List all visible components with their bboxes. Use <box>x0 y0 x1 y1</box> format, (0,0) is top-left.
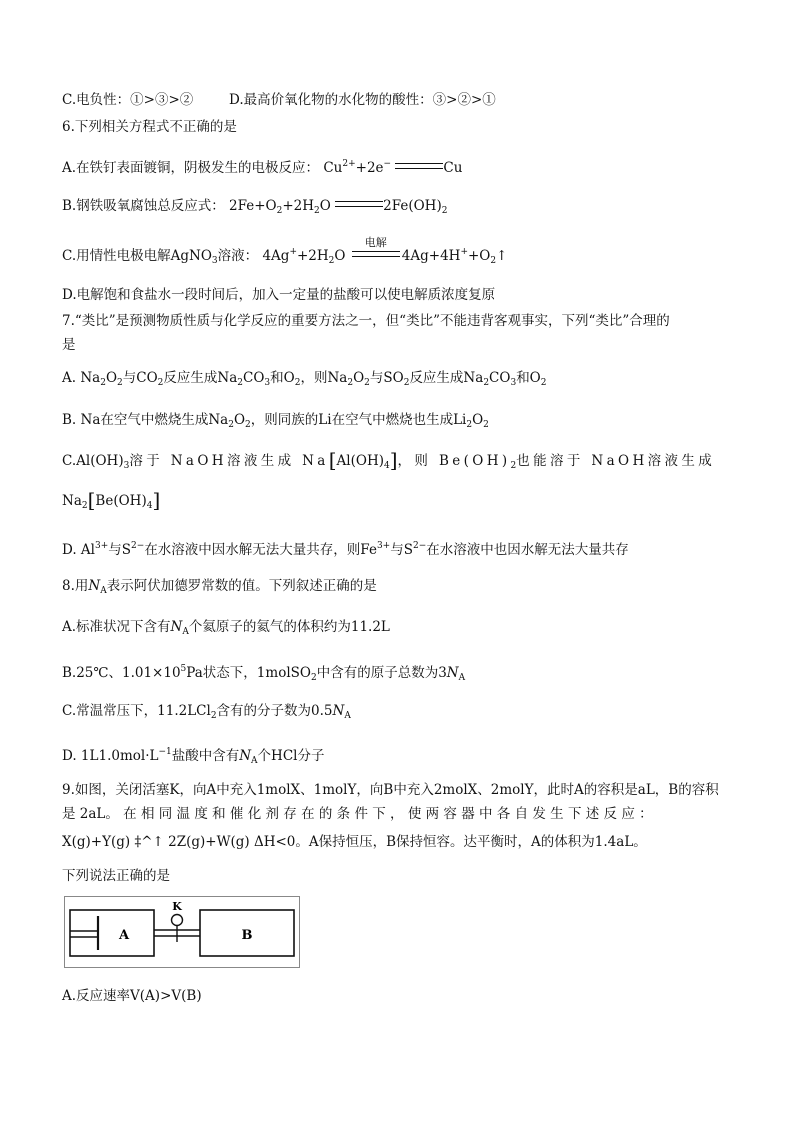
q7-stem-line1: 7.“类比”是预测物质性质与化学反应的重要方法之一，但“类比”不能违背客观事实，下列“类比”合理的 <box>62 313 670 329</box>
q7-option-c-line1: $C.Al(OH)_3$溶于 NaOH溶液生成 $Na[Al(OH)_4]$，则 $Be(OH)_2$也能溶于 NaOH溶液生成 <box>62 448 716 472</box>
label-a: A <box>118 928 130 943</box>
figure-frame <box>65 897 300 968</box>
q7-option-b: B. Na在空气中燃烧生成$Na_2O_2$，则同族的Li在空气中燃烧也生成$Li_2O_2$ <box>62 412 489 430</box>
q8-option-d: D. $1L1.0mol\cdot L^{-1}$盐酸中含有$N_A$个HCl分子 <box>62 747 325 766</box>
reversible-arrow-icon: ‡^↑ <box>134 834 164 850</box>
equal-sign-icon <box>395 163 443 169</box>
q9-stem-line3: X(g)+Y(g) ‡^↑ 2Z(g)+W(g) ΔH<0。A保持恒压，B保持恒容。达平衡时，A的体积为1.4aL。 <box>62 834 647 850</box>
q6-option-b: B.钢铁吸氧腐蚀总反应式： $2Fe+O_2+2H_2O$ $2Fe(OH)_2$ <box>62 198 448 216</box>
stopcock-k <box>172 915 183 926</box>
q8-option-b: B.25℃、$1.01\times 10^5Pa$状态下，1molSO$_2$中含有的原子总数为$3N_A$ <box>62 664 466 683</box>
q7-option-a: A. $Na_2O_2$与$CO_2$反应生成$Na_2CO_3$和$O_2$，则$Na_2O_2$与$SO_2$反应生成$Na_2CO_3$和$O_2$ <box>62 370 547 388</box>
q7-option-c-line2: $Na_2[Be(OH)_4]$ <box>62 488 161 512</box>
q9-option-a: A.反应速率V(A)>V(B) <box>62 988 202 1004</box>
q9-stem-line1: 9.如图，关闭活塞K，向A中充入1molX、1molY，向B中充入2molX、2molY，此时A的容积是aL，B的容积 <box>62 782 719 798</box>
q8-option-a: A.标准状况下含有$N_A$个氦原子的氦气的体积约为11.2L <box>62 619 390 637</box>
q6-option-a: A.在铁钉表面镀铜，阴极发生的电极反应： $Cu^{2+}+2e^-$ Cu <box>62 159 463 176</box>
q9-stem-line4: 下列说法正确的是 <box>62 868 170 884</box>
q5-option-c: C.电负性：①>③>② <box>62 92 194 108</box>
q6-option-d: D.电解饱和食盐水一段时间后，加入一定量的盐酸可以使电解质浓度复原 <box>62 287 496 303</box>
container-a <box>70 910 154 956</box>
q7-stem-line2: 是 <box>62 337 76 353</box>
q8-stem: 8.用$N_A$表示阿伏加德罗常数的值。下列叙述正确的是 <box>62 578 377 596</box>
label-b: B <box>241 928 253 943</box>
label-k: K <box>172 900 182 913</box>
q6-option-c: C.用情性电极电解AgNO$_3$溶液： $4Ag^++2H_2O$ 电解 $4Ag+4H^++O_2↑$ <box>62 236 508 266</box>
equal-sign-icon <box>335 201 383 207</box>
q7-option-d: D. $Al^{3+}$与$S^{2-}$在水溶液中因水解无法大量共存，则$Fe^{3+}$与$S^{2-}$在水溶液中也因水解无法大量共存 <box>62 541 629 558</box>
q8-option-c: C.常温常压下，11.2LCl$_2$含有的分子数为$0.5N_A$ <box>62 703 351 721</box>
electrolysis-arrow: 电解 <box>350 247 402 265</box>
q5-option-d: D.最高价氧化物的水化物的酸性：③>②>① <box>229 92 496 108</box>
q6-stem: 6.下列相关方程式不正确的是 <box>62 119 237 135</box>
q9-stem-line2: 是 2aL。 在 相 同 温 度 和 催 化 剂 存 在 的 条 件 下 ， 使 两 容 器 中 各 自 发 生 下 述 反 应 ： <box>62 806 653 822</box>
apparatus-figure <box>64 896 300 968</box>
